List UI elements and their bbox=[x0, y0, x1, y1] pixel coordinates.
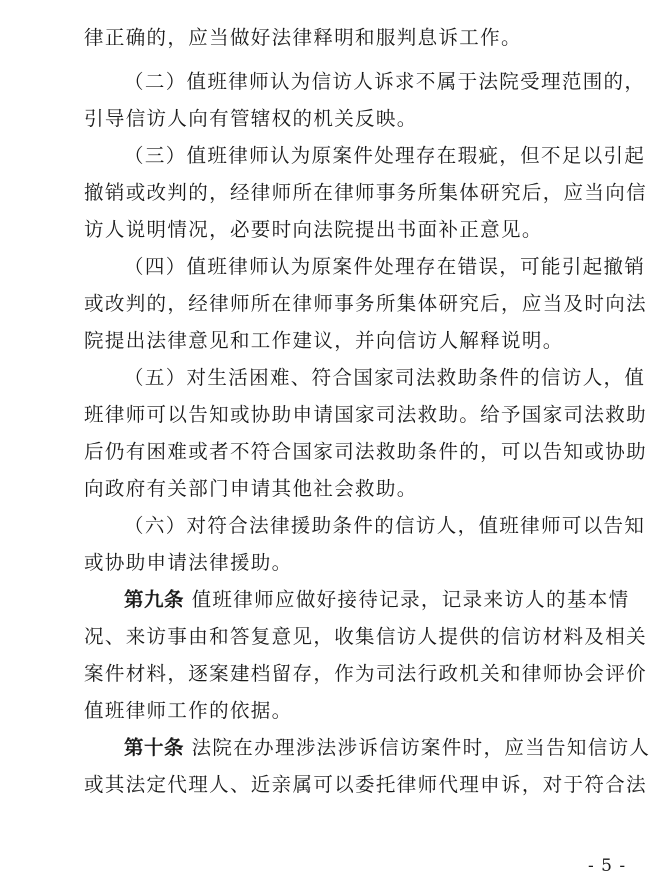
text-line: 访人说明情况，必要时向法院提出书面补正意见。 bbox=[84, 218, 543, 241]
text-line: 值班律师工作的依据。 bbox=[84, 699, 293, 722]
text-line: 律正确的，应当做好法律释明和服判息诉工作。 bbox=[84, 26, 522, 49]
article-9-line: 第九条 值班律师应做好接待记录，记录来访人的基本情 bbox=[124, 588, 630, 611]
text-line: （五）对生活困难、符合国家司法救助条件的信访人，值 bbox=[124, 366, 646, 389]
article-10-line: 第十条 法院在办理涉法涉诉信访案件时，应当告知信访人 bbox=[124, 736, 651, 759]
text-line: 或其法定代理人、近亲属可以委托律师代理申诉，对于符合法 bbox=[84, 773, 647, 796]
text-line: 案件材料，逐案建档留存，作为司法行政机关和律师协会评价 bbox=[84, 662, 647, 685]
text-line: 向政府有关部门申请其他社会救助。 bbox=[84, 477, 418, 500]
text-line: （三）值班律师认为原案件处理存在瑕疵，但不足以引起 bbox=[124, 144, 646, 167]
article-heading: 第十条 bbox=[124, 736, 185, 759]
text-line: （四）值班律师认为原案件处理存在错误，可能引起撤销 bbox=[124, 255, 646, 278]
text-line: 况、来访事由和答复意见，收集信访人提供的信访材料及相关 bbox=[84, 625, 647, 648]
text-line: 或协助申请法律援助。 bbox=[84, 551, 293, 574]
text-line: 院提出法律意见和工作建议，并向信访人解释说明。 bbox=[84, 329, 564, 352]
text-line: （六）对符合法律援助条件的信访人，值班律师可以告知 bbox=[124, 514, 646, 537]
text-line: 后仍有困难或者不符合国家司法救助条件的，可以告知或协助 bbox=[84, 440, 647, 463]
text-line: 或改判的，经律师所在律师事务所集体研究后，应当及时向法 bbox=[84, 292, 647, 315]
text-line: 班律师可以告知或协助申请国家司法救助。给予国家司法救助 bbox=[84, 403, 647, 426]
text-line: （二）值班律师认为信访人诉求不属于法院受理范围的， bbox=[124, 70, 646, 93]
page-number: - 5 - bbox=[588, 856, 627, 876]
text-line: 撤销或改判的，经律师所在律师事务所集体研究后，应当向信 bbox=[84, 181, 647, 204]
article-heading: 第九条 bbox=[124, 588, 185, 611]
text-line: 引导信访人向有管辖权的机关反映。 bbox=[84, 107, 418, 130]
